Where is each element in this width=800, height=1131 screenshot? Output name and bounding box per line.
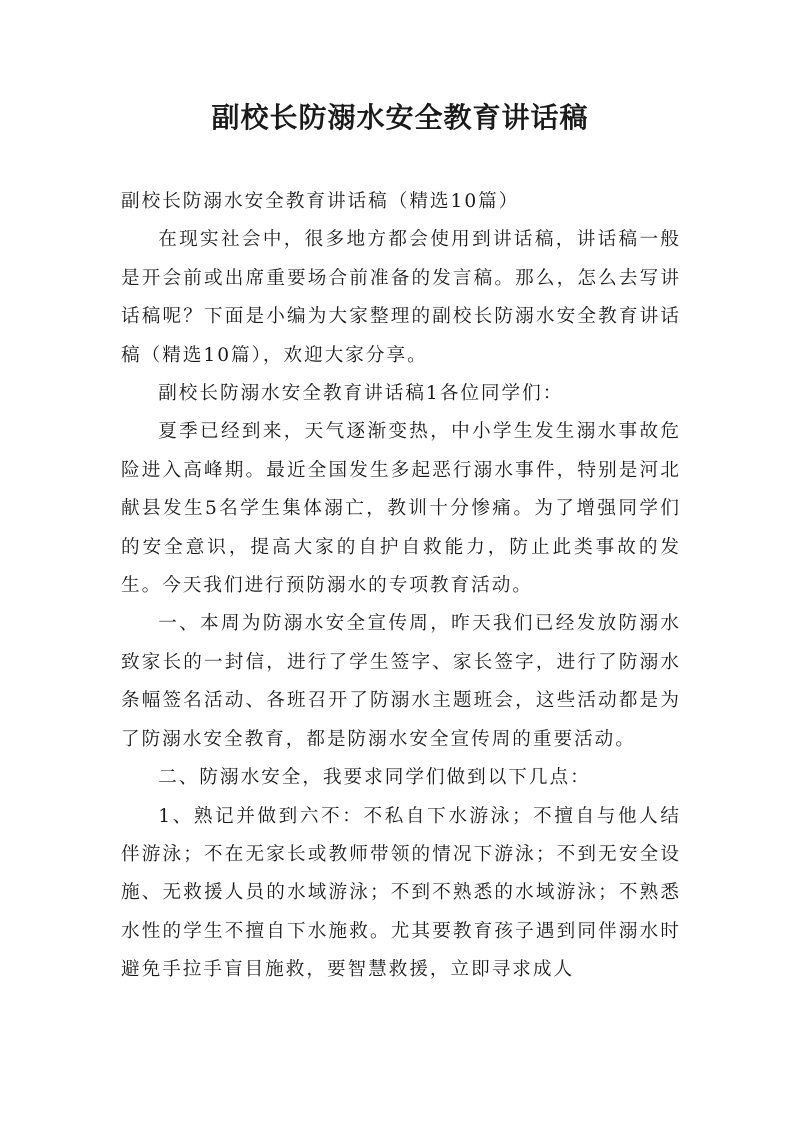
paragraph-section-one: 一、本周为防溺水安全宣传周，昨天我们已经发放防溺水致家长的一封信，进行了学生签字、家长签字，进行了防溺水条幅签名活动、各班召开了防溺水主题班会，这些活动都是为了防溺水安全教育，都是防溺水安全宣传周的重要活动。 (121, 613, 681, 750)
paragraph-section-two: 二、防溺水安全，我要求同学们做到以下几点： (158, 767, 591, 789)
document-body (121, 183, 681, 990)
paragraph-rule-one: 1、熟记并做到六不：不私自下水游泳；不擅自与他人结伴游泳；不在无家长或教师带领的情况下游泳；不到无安全设施、无救援人员的水域游泳；不到不熟悉的水域游泳；不熟悉水性的学生不擅自下水施救。尤其要教育孩子遇到同伴溺水时避免手拉手盲目施救，要智慧救援，立即寻求成人 (121, 805, 681, 981)
paragraph-subtitle: 副校长防溺水安全教育讲话稿（精选10篇） (121, 191, 520, 212)
paragraph-speech-heading: 副校长防溺水安全教育讲话稿1各位同学们： (158, 383, 564, 405)
document-title: 副校长防溺水安全教育讲话稿 (211, 101, 589, 134)
paragraph-intro: 在现实社会中，很多地方都会使用到讲话稿，讲话稿一般是开会前或出席重要场合前准备的发言稿。那么，怎么去写讲话稿呢？下面是小编为大家整理的副校长防溺水安全教育讲话稿（精选10篇），欢迎大家分享。 (121, 229, 681, 366)
paragraph-summer-warning: 夏季已经到来，天气逐渐变热，中小学生发生溺水事故危险进入高峰期。最近全国发生多起恶行溺水事件，特别是河北献县发生5名学生集体溺亡，教训十分惨痛。为了增强同学们的安全意识，提高大家的自护自救能力，防止此类事故的发生。今天我们进行预防溺水的专项教育活动。 (121, 421, 681, 597)
